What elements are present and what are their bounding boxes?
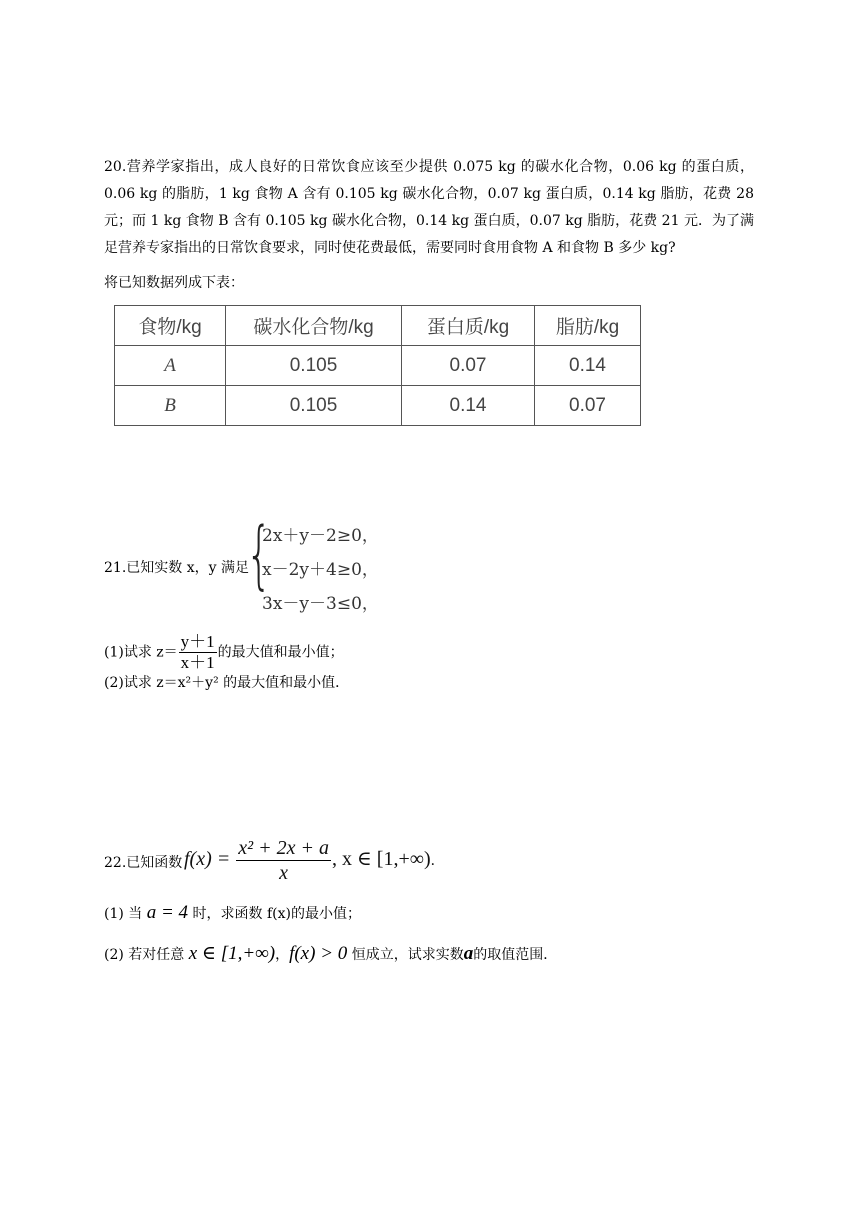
nutrition-table	[114, 305, 641, 426]
q1-prefix: (1)试求 z＝	[104, 644, 178, 661]
function-definition	[184, 836, 445, 885]
q1-suffix: 的最大值和最小值；	[217, 644, 344, 661]
fraction-denominator: x＋1	[180, 653, 215, 672]
table-cell: 0.07	[535, 386, 641, 426]
inequality-2: x－2y＋4≥0，	[262, 560, 379, 580]
function-end: ．	[430, 854, 445, 870]
function-denominator: x	[279, 862, 289, 884]
table-header: 碳水化合物/kg	[226, 306, 402, 346]
problem-21-question-1	[104, 632, 344, 673]
inequality-1: 2x＋y－2≥0，	[262, 526, 379, 546]
fraction	[179, 632, 217, 673]
table-cell: 0.07	[402, 346, 535, 386]
problem-22-label: 22.已知函数	[104, 855, 183, 871]
table-row	[115, 346, 641, 386]
table-cell: A	[115, 346, 226, 386]
table-cell: 0.14	[402, 386, 535, 426]
q2-suffix-2: 的取值范围．	[473, 947, 558, 963]
q2-condition-1: x ∈ [1,+∞)	[188, 943, 276, 964]
q1-condition: a = 4	[146, 902, 189, 923]
table-cell: B	[115, 386, 226, 426]
problem-21-question-2: (2)试求 z＝x²＋y² 的最大值和最小值．	[104, 675, 350, 691]
table-header: 食物/kg	[115, 306, 226, 346]
inequality-3: 3x－y－3≤0，	[262, 594, 379, 614]
q2-variable: a	[463, 943, 474, 964]
table-cell: 0.105	[226, 386, 402, 426]
function-lhs: f(x) =	[184, 848, 231, 871]
table-intro: 将已知数据列成下表：	[104, 275, 244, 291]
function-domain: , x ∈ [1,+∞)	[332, 848, 431, 871]
q1-prefix: (1) 当	[104, 906, 143, 922]
fraction-numerator: y＋1	[180, 632, 215, 651]
left-brace: {	[246, 512, 272, 598]
table-header-row	[115, 306, 641, 346]
table-cell: 0.14	[535, 346, 641, 386]
table-row	[115, 386, 641, 426]
function-fraction	[236, 836, 331, 885]
q1-suffix: 时，求函数 f(x)的最小值；	[192, 906, 361, 922]
q2-prefix: (2) 若对任意	[104, 947, 185, 963]
table-header: 蛋白质/kg	[402, 306, 535, 346]
problem-22-question-1	[104, 902, 361, 924]
problem-20-text: 20.营养学家指出，成人良好的日常饮食应该至少提供 0.075 kg 的碳水化合物，0.06 kg 的蛋白质，0.06 kg 的脂肪，1 kg 食物 A 含有 0.105 kg 碳水化合物，0.07 kg 蛋白质，0.14 kg 脂肪，花费 28 元；而 1 kg 食物 B 含有 0.105 kg 碳水化合物，0.14 kg 蛋白质，0.07 kg 脂肪，花费 21 元．为了满足营养专家指出的日常饮食要求，同时使花费最低，需要同时食用食物 A 和食物 B 多少 kg?	[104, 159, 754, 256]
q2-separator: ，	[275, 947, 290, 963]
function-numerator: x² + 2x + a	[238, 837, 329, 859]
table-cell: 0.105	[226, 346, 402, 386]
problem-22-question-2	[104, 942, 557, 965]
table-header: 脂肪/kg	[535, 306, 641, 346]
problem-21-label: 21.已知实数 x，y 满足	[104, 560, 249, 576]
q2-suffix-1: 恒成立，试求实数	[351, 947, 464, 963]
q2-condition-2: f(x) > 0	[289, 943, 348, 964]
